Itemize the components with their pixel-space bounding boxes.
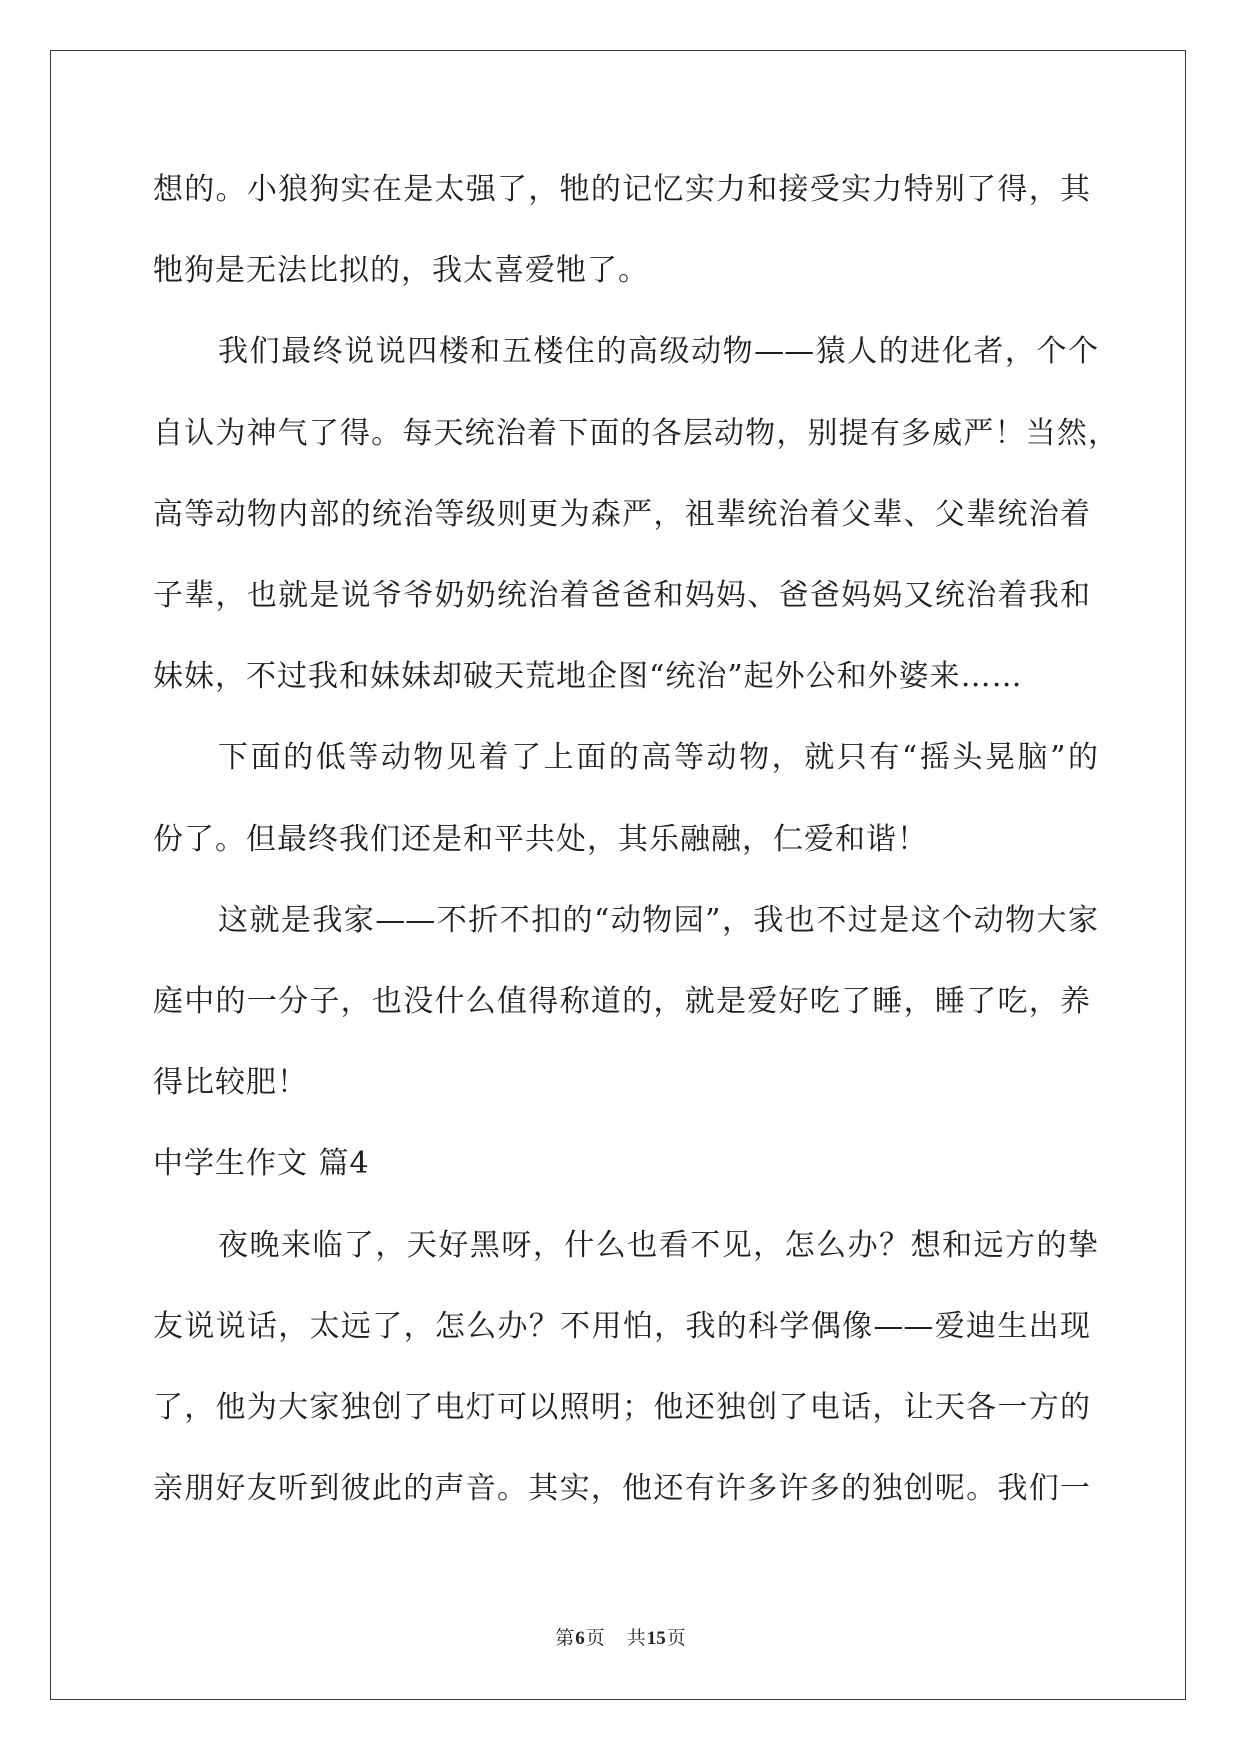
text-line: 亲朋好友听到彼此的声音。其实，他还有许多许多的独创呢。我们一 — [153, 1471, 1090, 1506]
total-pages-number: 15 — [646, 1628, 666, 1649]
page-footer — [0, 1626, 1241, 1650]
text-line: 友说说话，太远了，怎么办？不用怕，我的科学偶像——爱迪生出现 — [153, 1309, 1090, 1344]
text-line: 这就是我家——不折不扣的“动物园”，我也不过是这个动物大家 — [218, 903, 1098, 938]
text-line: 自认为神气了得。每天统治着下面的各层动物，别提有多威严！当然， — [153, 416, 1118, 451]
text-line: 夜晚来临了，天好黑呀，什么也看不见，怎么办？想和远方的挚 — [218, 1228, 1098, 1263]
total-prefix: 共 — [626, 1627, 646, 1649]
text-line: 子辈，也就是说爷爷奶奶统治着爸爸和妈妈、爸爸妈妈又统治着我和 — [153, 578, 1090, 613]
text-line: 得比较肥！ — [153, 1065, 308, 1100]
text-line: 份了。但最终我们还是和平共处，其乐融融，仁爱和谐！ — [153, 822, 928, 857]
text-line: 了，他为大家独创了电灯可以照明；他还独创了电话，让天各一方的 — [153, 1390, 1090, 1425]
text-line: 妹妹，不过我和妹妹却破天荒地企图“统治”起外公和外婆来…… — [153, 659, 1023, 694]
page-border — [50, 50, 1186, 1700]
page-suffix: 页 — [585, 1627, 605, 1649]
text-line: 想的。小狼狗实在是太强了，牠的记忆实力和接受实力特别了得，其 — [153, 172, 1090, 207]
text-line: 牠狗是无法比拟的，我太喜爱牠了。 — [153, 253, 649, 288]
text-line: 我们最终说说四楼和五楼住的高级动物——猿人的进化者，个个 — [218, 334, 1098, 369]
text-line: 高等动物内部的统治等级则更为森严，祖辈统治着父辈、父辈统治着 — [153, 497, 1090, 532]
text-line: 庭中的一分子，也没什么值得称道的，就是爱好吃了睡，睡了吃，养 — [153, 984, 1090, 1019]
total-suffix: 页 — [666, 1627, 686, 1649]
total-pages-label — [627, 1627, 686, 1649]
text-line: 下面的低等动物见着了上面的高等动物，就只有“摇头晃脑”的 — [218, 740, 1098, 775]
page-prefix: 第 — [555, 1627, 575, 1649]
section-heading: 中学生作文 篇4 — [153, 1146, 370, 1181]
current-page-number: 6 — [575, 1628, 585, 1649]
current-page-label — [555, 1627, 605, 1649]
